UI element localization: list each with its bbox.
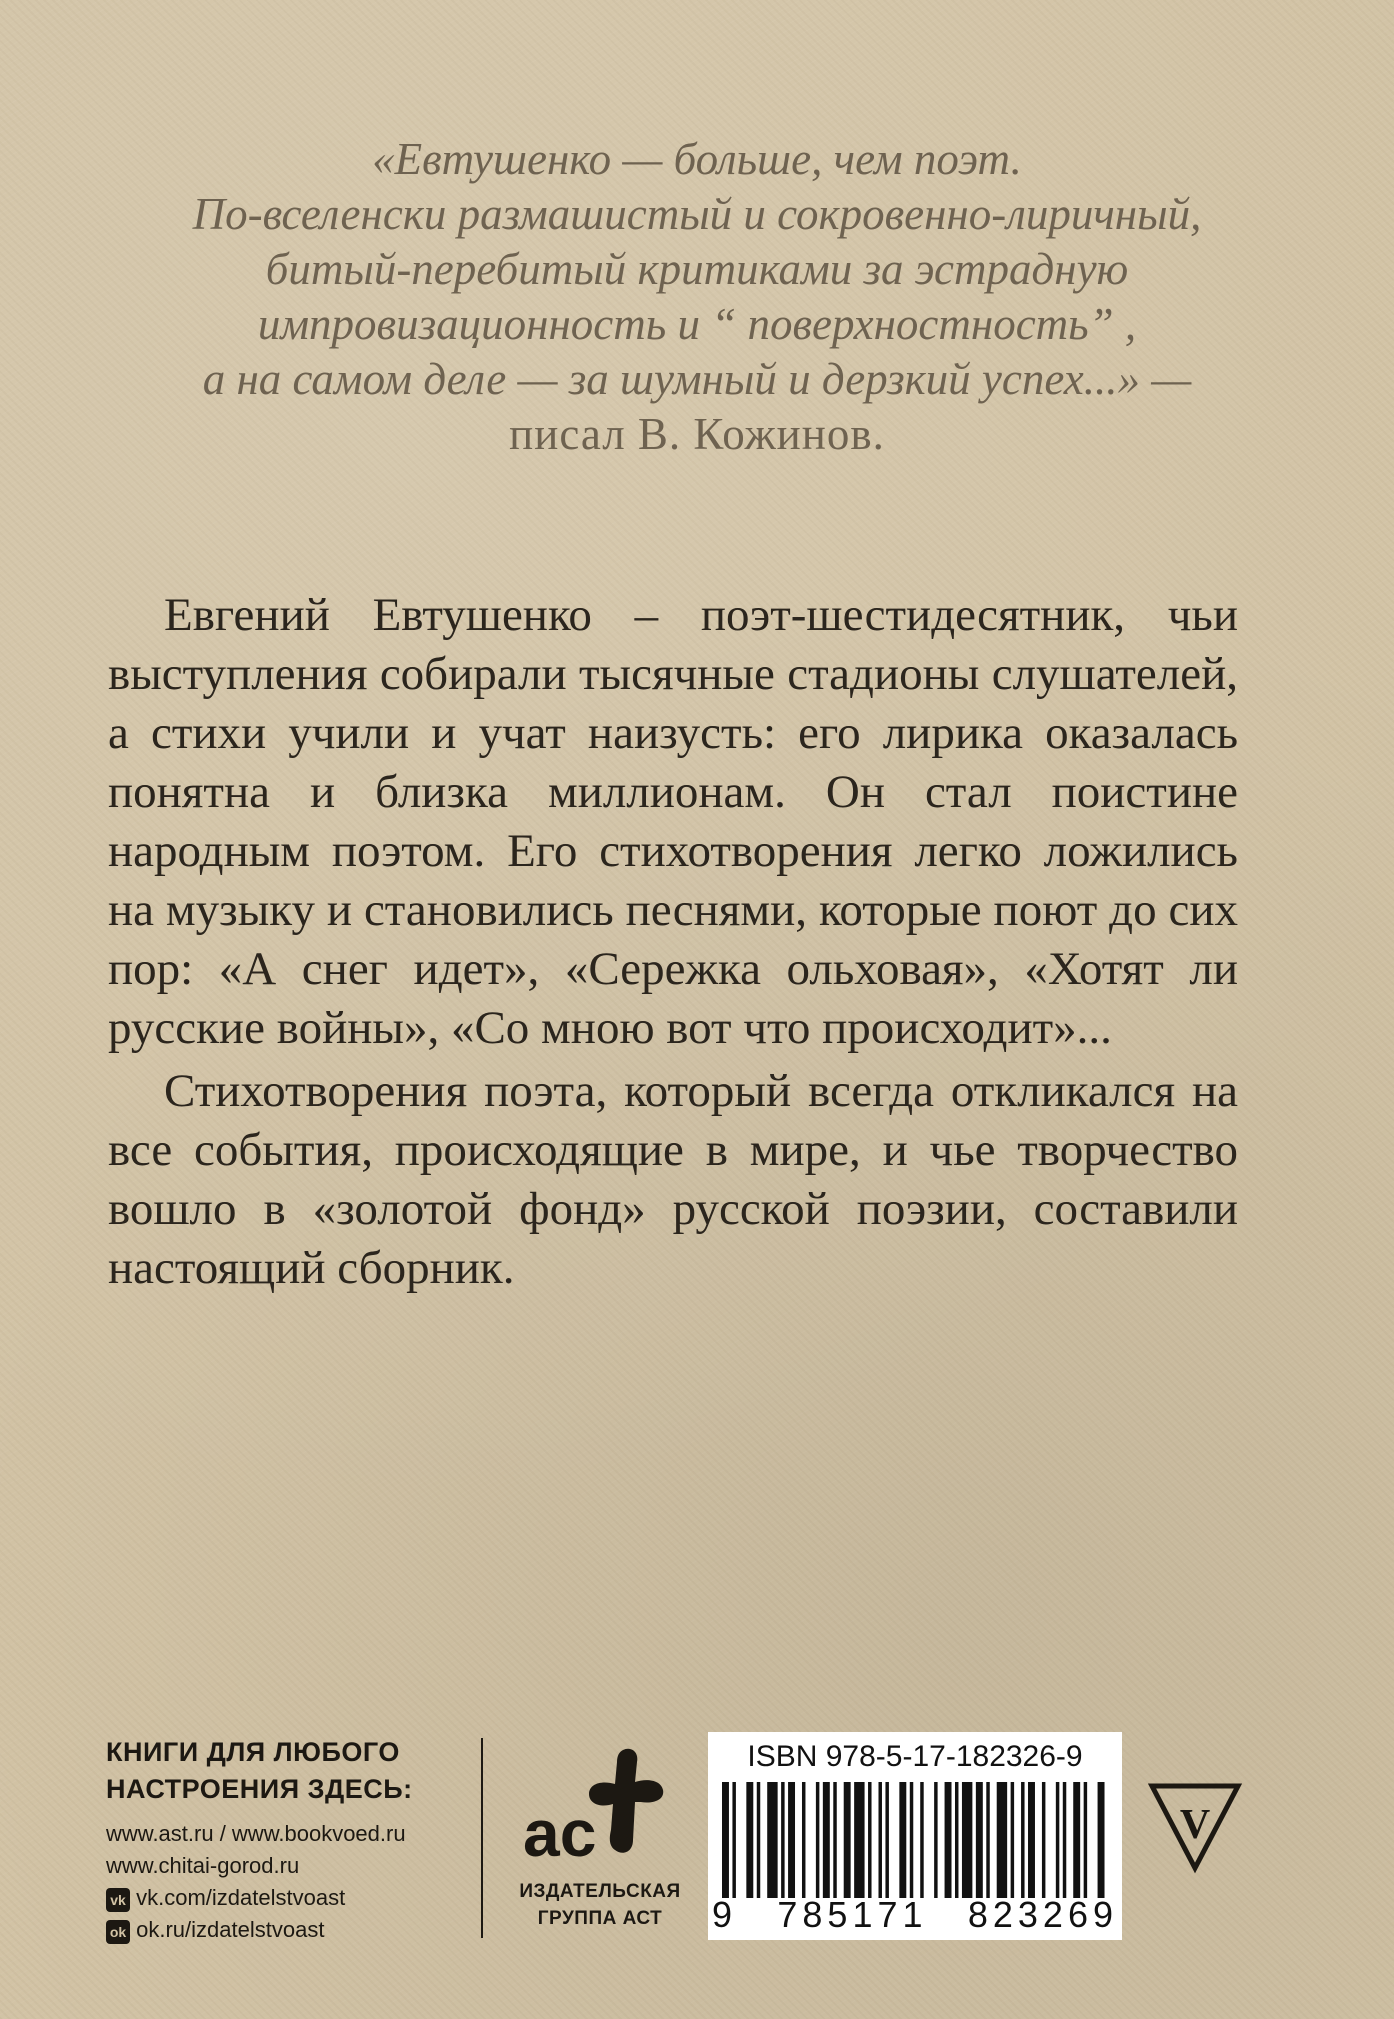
barcode-bar xyxy=(878,1782,881,1898)
publisher-caption xyxy=(497,1878,703,1932)
barcode-bar xyxy=(920,1782,923,1898)
barcode-bar xyxy=(1073,1782,1080,1898)
isbn-number: ISBN 978-5-17-182326-9 xyxy=(747,1740,1083,1773)
book-description xyxy=(108,586,1238,1298)
barcode-bar xyxy=(1042,1782,1045,1898)
vk-link-text: vk.com/izdatelstvoast xyxy=(136,1885,346,1910)
promo-heading-line: НАСТРОЕНИЯ ЗДЕСЬ: xyxy=(106,1774,413,1804)
barcode-bar xyxy=(854,1782,864,1898)
publisher-caption-line: ИЗДАТЕЛЬСКАЯ xyxy=(519,1881,681,1902)
barcode-bar xyxy=(986,1782,989,1898)
ok-link-text: ok.ru/izdatelstvoast xyxy=(136,1917,325,1942)
barcode-bar xyxy=(868,1782,871,1898)
barcode-bar xyxy=(1063,1782,1066,1898)
vk-icon: vk xyxy=(106,1888,130,1912)
barcode-bar xyxy=(722,1782,729,1898)
barcode-bar xyxy=(1011,1782,1014,1898)
barcode-bar xyxy=(885,1782,888,1898)
barcode-bar xyxy=(910,1782,913,1898)
barcode-bar xyxy=(899,1782,906,1898)
publisher-caption-line: ГРУППА АСТ xyxy=(537,1908,663,1929)
promo-heading-line: КНИГИ ДЛЯ ЛЮБОГО xyxy=(106,1737,400,1767)
barcode-bar xyxy=(1021,1782,1024,1898)
barcode-bar xyxy=(945,1782,952,1898)
description-paragraph xyxy=(108,1062,1238,1298)
barcode-bar xyxy=(781,1782,784,1898)
barcode-bar xyxy=(934,1782,937,1898)
barcode-bar xyxy=(962,1782,972,1898)
series-v-logo xyxy=(1148,1780,1242,1874)
barcode-bar xyxy=(767,1782,777,1898)
isbn-barcode xyxy=(708,1732,1122,1940)
ok-link[interactable] xyxy=(106,1914,476,1946)
barcode-bar xyxy=(955,1782,958,1898)
back-cover-footer xyxy=(0,1720,1394,1950)
barcode-bar xyxy=(976,1782,983,1898)
quote-line: битый-перебитый критиками за эстрадную xyxy=(265,244,1129,294)
odnoklassniki-icon: ok xyxy=(106,1920,130,1944)
barcode-bar xyxy=(997,1782,1007,1898)
store-links xyxy=(106,1818,476,1946)
description-paragraph-2: Стихотворения поэта, который всегда откликался на все события, происходящие в мире, и чье творчество вошло в «золотой фонд» русской поэзии, составили настоящий сборник. xyxy=(108,1065,1238,1294)
ean-left-digits: 785171 xyxy=(777,1894,928,1935)
barcode-bar xyxy=(816,1782,819,1898)
barcode-bar xyxy=(1084,1782,1087,1898)
vk-link[interactable] xyxy=(106,1882,476,1914)
description-paragraph xyxy=(108,586,1238,1058)
quote-line: а на самом деле — за шумный и дерзкий успех...» — xyxy=(202,354,1192,404)
barcode-bar xyxy=(1056,1782,1059,1898)
description-paragraph-1: Евгений Евтушенко – поэт-шестидесятник, чьи выступления собирали тысячные стадионы слушателей, а стихи учили и учат наизусть: его лирика оказалась понятна и близка миллионам. Он стал поистине народным поэтом. Его стихотворения легко ложились на музыку и становились песнями, которые поют до сих пор: «А снег идет», «Сережка ольховая», «Хотят ли русские войны», «Со мною вот что происходит»... xyxy=(108,589,1238,1054)
ean-digits xyxy=(712,1894,1118,1936)
barcode-bars xyxy=(722,1782,1108,1898)
barcode-bar xyxy=(823,1782,830,1898)
barcode-bar xyxy=(1028,1782,1035,1898)
quote-line: По-вселенски размашистый и сокровенно-лиричный, xyxy=(192,189,1202,239)
store-links-block xyxy=(106,1734,476,1946)
ast-logo-text: ac xyxy=(523,1796,597,1870)
barcode-bar xyxy=(833,1782,836,1898)
barcode-bar xyxy=(732,1782,735,1898)
barcode-bar xyxy=(757,1782,760,1898)
vertical-divider xyxy=(481,1738,483,1938)
store-link-ast-bookvoed[interactable]: www.ast.ru / www.bookvoed.ru xyxy=(106,1821,406,1846)
ean-right-digits: 823269 xyxy=(967,1894,1118,1935)
promo-heading xyxy=(106,1734,476,1808)
series-logo-letter: V xyxy=(1179,1802,1211,1848)
quote-line: «Евтушенко — больше, чем поэт. xyxy=(372,134,1022,184)
quote-attribution: писал В. Кожинов. xyxy=(509,409,885,459)
barcode-bar xyxy=(746,1782,753,1898)
barcode-bar xyxy=(802,1782,805,1898)
barcode-bar xyxy=(844,1782,851,1898)
quote-line: импровизационность и “ поверхностность” , xyxy=(257,299,1137,349)
barcode-bar xyxy=(1098,1782,1105,1898)
epigraph-quote xyxy=(110,132,1284,462)
ean-lead-digit: 9 xyxy=(712,1894,738,1935)
barcode-bar xyxy=(788,1782,795,1898)
store-link-chitai-gorod[interactable]: www.chitai-gorod.ru xyxy=(106,1853,300,1878)
